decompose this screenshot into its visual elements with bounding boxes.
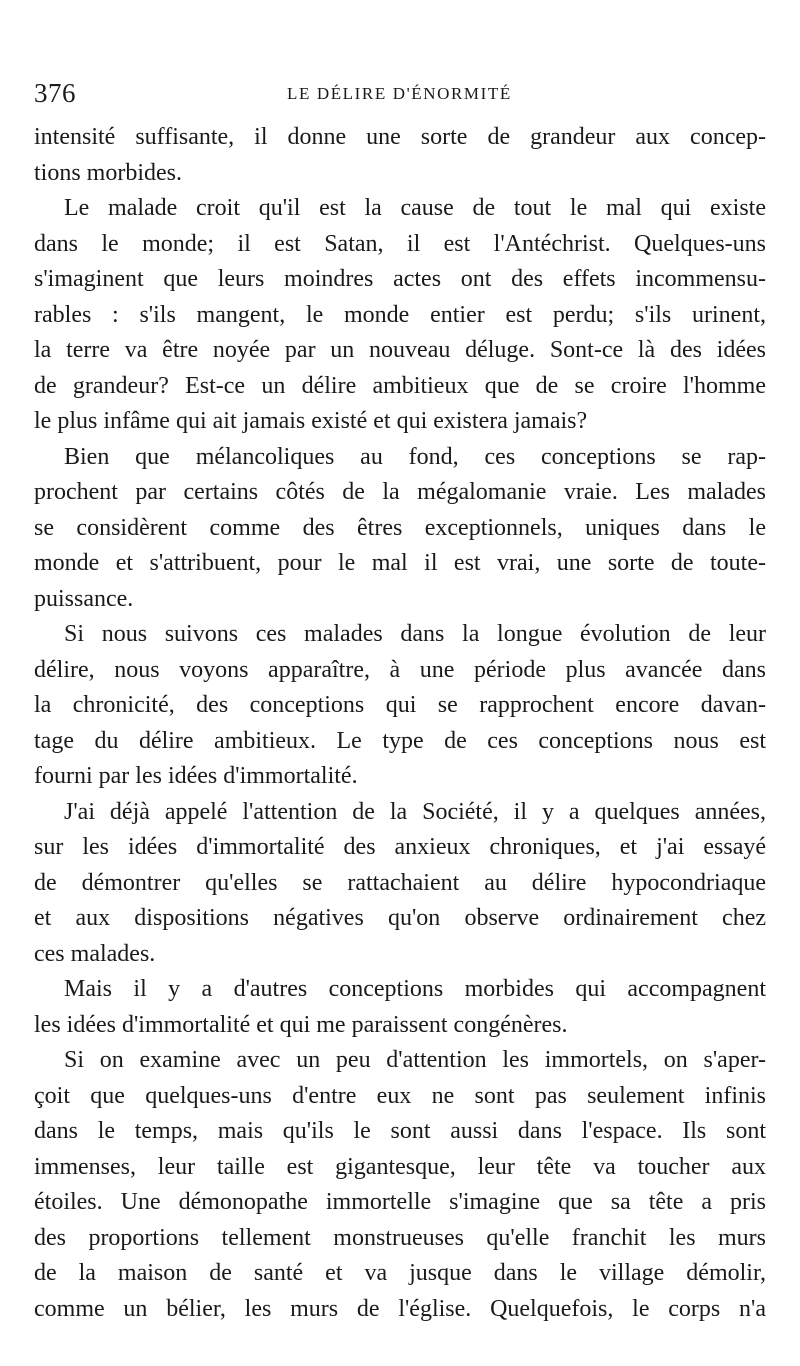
text-line: Si nous suivons ces malades dans la longue évolution de leur — [64, 621, 766, 647]
text-line: comme un bélier, les murs de l'église. Quelquefois, le corps n'a — [34, 1295, 766, 1322]
text-line: des proportions tellement monstrueuses qu'elle franchit les murs — [34, 1224, 766, 1251]
page-number: 376 — [34, 78, 76, 108]
text-line: immenses, leur taille est gigantesque, leur tête va toucher aux — [34, 1153, 766, 1180]
text-line: la chronicité, des conceptions qui se rapprochent encore davan- — [34, 692, 766, 718]
text-line: étoiles. Une démonopathe immortelle s'imagine que sa tête a pris — [34, 1189, 766, 1215]
text-line: puissance. — [34, 585, 134, 612]
text-line: sur les idées d'immortalité des anxieux chroniques, et j'ai essayé — [34, 834, 766, 860]
text-line: de grandeur? Est-ce un délire ambitieux que de se croire l'homme — [34, 372, 766, 399]
text-line: J'ai déjà appelé l'attention de la Société, il y a quelques années, — [64, 798, 766, 825]
body-text — [34, 120, 766, 1327]
text-line: prochent par certains côtés de la mégalomanie vraie. Les malades — [34, 479, 766, 505]
text-line: Mais il y a d'autres conceptions morbides qui accompagnent — [64, 976, 766, 1002]
text-line: tage du délire ambitieux. Le type de ces conceptions nous est — [34, 727, 766, 754]
text-line: Le malade croit qu'il est la cause de tout le mal qui existe — [64, 195, 766, 221]
text-line: tions morbides. — [34, 159, 182, 186]
text-line: ces malades. — [34, 940, 156, 967]
text-line: de démontrer qu'elles se rattachaient au délire hypocondriaque — [34, 869, 766, 896]
text-line: intensité suffisante, il donne une sorte de grandeur aux concep- — [34, 124, 766, 150]
text-line: se considèrent comme des êtres exceptionnels, uniques dans le — [34, 514, 766, 541]
text-line: dans le monde; il est Satan, il est l'Antéchrist. Quelques-uns — [34, 230, 766, 257]
text-line: monde et s'attribuent, pour le mal il est vrai, une sorte de toute- — [34, 550, 766, 576]
text-line: rables : s'ils mangent, le monde entier est perdu; s'ils urinent, — [34, 301, 766, 328]
text-line: Si on examine avec un peu d'attention les immortels, on s'aper- — [64, 1047, 766, 1073]
text-line: Bien que mélancoliques au fond, ces conceptions se rap- — [64, 443, 766, 470]
text-line: délire, nous voyons apparaître, à une période plus avancée dans — [34, 656, 766, 683]
running-head: LE DÉLIRE D'ÉNORMITÉ — [287, 84, 512, 103]
text-line: fourni par les idées d'immortalité. — [34, 763, 358, 789]
text-line: dans le temps, mais qu'ils le sont aussi dans l'espace. Ils sont — [34, 1118, 766, 1144]
text-line: çoit que quelques-uns d'entre eux ne sont pas seulement infinis — [34, 1082, 766, 1109]
text-line: s'imaginent que leurs moindres actes ont des effets incommensu- — [34, 266, 766, 292]
text-line: le plus infâme qui ait jamais existé et qui existera jamais? — [34, 408, 588, 434]
text-line: la terre va être noyée par un nouveau déluge. Sont-ce là des idées — [34, 337, 766, 363]
page-header — [34, 78, 774, 114]
text-line: et aux dispositions négatives qu'on observe ordinairement chez — [34, 905, 766, 931]
text-line: les idées d'immortalité et qui me paraissent congénères. — [34, 1011, 568, 1038]
text-line: de la maison de santé et va jusque dans le village démolir, — [34, 1260, 766, 1286]
